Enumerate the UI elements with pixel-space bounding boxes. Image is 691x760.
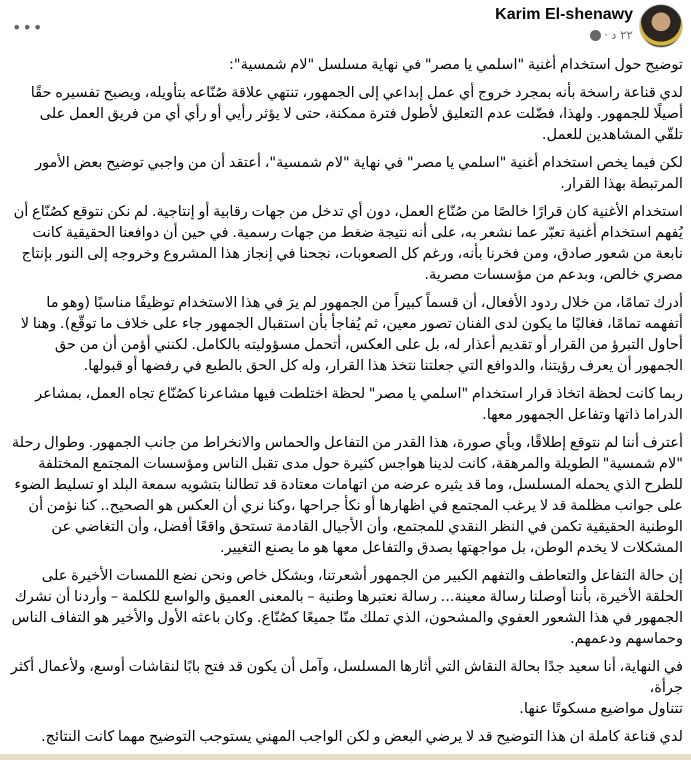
- post-paragraph: لكن فيما يخص استخدام أغنية "اسلمي يا مصر" في نهاية "لام شمسية"، أعتقد أن من واجبي توضيح بعض الأمور المرتبطة بهذا القرار.: [35, 154, 683, 192]
- post-paragraph: في النهاية، أنا سعيد جدًا بحالة النقاش التي أثارها المسلسل، وآمل أن يكون قد فتح بابًا لنقاشات أوسع، ولأعمال أكثر جرأة، تتناول مواضيع مسكوتًا عنها.: [10, 658, 683, 717]
- post-paragraph: استخدام الأغنية كان قرارًا خالصًا من صُنّاع العمل، دون أي تدخل من جهات رقابية أو إنتاجية. لم نكن نتوقع كصُنّاع أن يُفهم استخدام أغنية تعبّر عما نشعر به، على أنه نتيجة ضغط من جهات رسمية. في حين أن دوافعنا الحقيقية كانت نابعة من شعور صادق، ومن فخرنا بأنه، ورغم كل الصعوبات، نجحنا في إنجاز هذا المشروع وخروجه إلى النور بإنتاج مصري خالص، وبدعم من مؤسسات مصرية.: [13, 203, 683, 283]
- meta-separator: ·: [604, 28, 608, 42]
- post-body: [8, 54, 683, 747]
- post-header: [0, 0, 691, 52]
- author-avatar[interactable]: [639, 4, 683, 48]
- post-meta: [590, 28, 633, 42]
- post-paragraph: لدي قناعة راسخة بأنه بمجرد خروج أي عمل إبداعي إلى الجمهور، تنتهي علاقة صُنّاعه بتأويله، ويصبح تفسيره حقًا أصيلًا للجمهور. ولهذا، فضّلت عدم التعليق لأطول فترة ممكنة، حتى لا يؤثر رأيي أو رأي أي من فريق العمل على تلقّي المشاهدين للعمل.: [30, 84, 683, 143]
- post-paragraph: إن حالة التفاعل والتعاطف والتفهم الكبير من الجمهور أشعرتنا، وبشكل خاص ونحن نضع اللمسات الأخيرة على الحلقة الأخيرة، بأننا أوصلنا رسالة معينة... رسالة نعتبرها وطنية – بالمعنى العميق والواسع للكلمة – وأردنا أن نشرك الجمهور في هذا الشعور العفوي والمشحون، الذي تملك منّا جميعًا كصُنّاع. وكان باعثه الأول والأخير هو التفاف الناس وحماسهم ودعمهم.: [11, 567, 683, 647]
- post-paragraph: ربما كانت لحظة اتخاذ قرار استخدام "اسلمي يا مصر" لحظة اختلطت فيها مشاعرنا كصُنّاع تجاه العمل، بمشاعر الدراما ذاتها وتفاعل الجمهور معها.: [35, 385, 683, 423]
- post-paragraph: توضيح حول استخدام أغنية "اسلمي يا مصر" في نهاية مسلسل "لام شمسية":: [229, 56, 683, 73]
- post-paragraph: أعترف أننا لم نتوقع إطلاقًا، وبأي صورة، هذا القدر من التفاعل والحماس والانخراط من جانب الجمهور. وطوال رحلة "لام شمسية" الطويلة والمرهقة، كانت لدينا هواجس كثيرة حول مدى تقبل الناس ومؤسسات المجتمع المختلفة للطرح الذي يحمله المسلسل، وما قد يثيره عرضه من اتهامات معتادة قد تطالنا بتشويه سمعة البلد او تسليط الضوء على جوانب مظلمة قد لا يرغب المجتمع في اظهارها أو نكأ جراحها ،وكنا نري أن العكس هو الصحيح.. كنا نؤمن أن الوطنية الحقيقية تكمن في النظر النقدي للمجتمع، وأن الأجيال القادمة تستحق واقعًا أفضل، وأن التغاضي عن المشكلات لا يخدم الوطن، بل مواجهتها بصدق والتفاعل معها هو ما يصنع التغيير.: [11, 434, 683, 556]
- post-timestamp[interactable]: ٢٢ د: [610, 28, 633, 42]
- more-options-button[interactable]: •••: [12, 18, 44, 37]
- author-name[interactable]: Karim El-shenawy: [495, 6, 633, 23]
- post-paragraph: لدي قناعة كاملة ان هذا التوضيح قد لا يرضي البعض و لكن الواجب المهني يستوجب التوضيح مهما كانت النتائج.: [40, 728, 683, 745]
- post-paragraph: أدرك تمامًا، من خلال ردود الأفعال، أن قسماً كبيراً من الجمهور لم يرَ في هذا الاستخدام توظيفًا مناسبًا (وهو ما أتفهمه تمامًا، فغالبًا ما يكون لدى الفنان تصور معين، ثم يُفاجأ بأن استقبال الجمهور جاء على خلاف ما توقّع). وهنا لا أحاول التبرؤ من القرار أو تقديم أعذار له، بل على العكس، أتحمل مسؤوليته بالكامل. لكنني أؤمن أن من حق الجمهور أن يعرف رؤيتنا، والدوافع التي جعلتنا نتخذ هذا القرار، وله كل الحق بالطبع في رفضها أو قبولها.: [20, 294, 683, 374]
- attached-image-edge: [0, 754, 691, 760]
- globe-icon: [590, 30, 601, 41]
